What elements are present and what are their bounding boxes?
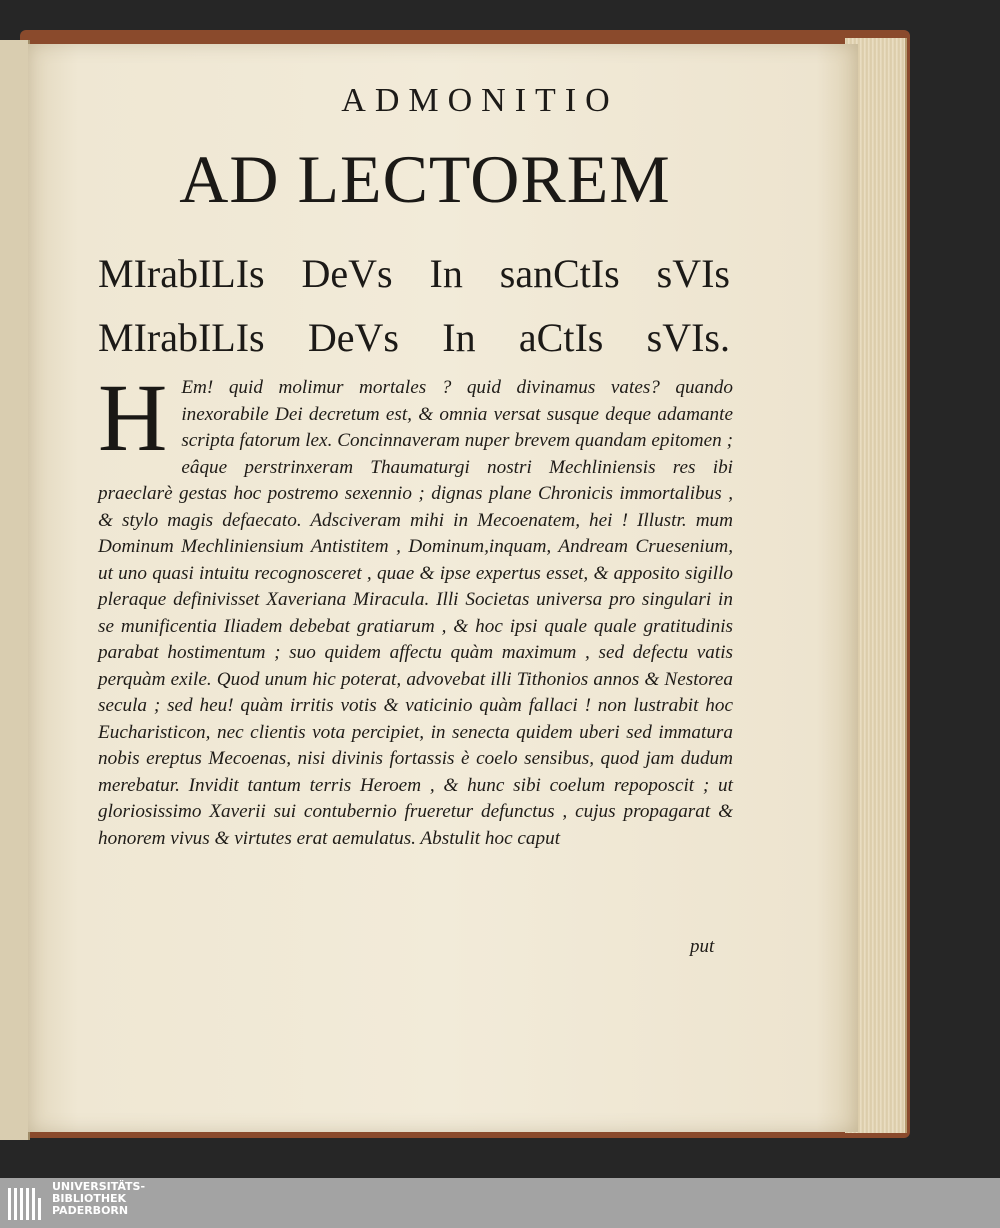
chronogram-word: MIrabILIs <box>98 251 265 296</box>
chronogram-word: sanCtIs <box>499 251 620 296</box>
chronogram-word: aCtIs <box>518 315 604 360</box>
chronogram-word: MIrabILIs <box>98 315 265 360</box>
library-name <box>52 1181 145 1217</box>
facing-page-edge <box>0 40 30 1140</box>
chronogram-word: DeVs <box>307 315 399 360</box>
body-text <box>98 364 733 852</box>
chronogram-word: sVIs <box>656 251 730 296</box>
chronogram-word: In <box>442 315 476 360</box>
library-name-line: PADERBORN <box>52 1204 129 1217</box>
chronogram-word: In <box>429 251 463 296</box>
catchword: put <box>690 936 715 957</box>
university-library-logo-icon <box>6 1184 46 1224</box>
heading-ad-lectorem: AD LECTOREM <box>179 141 671 217</box>
drop-cap: H <box>98 364 168 471</box>
chronogram-line-2 <box>98 314 730 361</box>
library-name-line: UNIVERSITÄTS- <box>52 1180 146 1193</box>
chronogram-word: sVIs. <box>646 315 730 360</box>
library-name-line: BIBLIOTHEK <box>52 1192 127 1205</box>
heading-admonitio: ADMONITIO <box>341 82 619 119</box>
chronogram-line-1 <box>98 250 730 297</box>
body-paragraph: Em! quid molimur mortales ? quid divinamus vates? quando inexorabile Dei decretum est, & omnia versat susque deque adamante scripta fatorum lex. Concinnaveram nuper brevem quandam epitomen ; eâque perstrinxeram Thaumaturgi nostri Mechliniensis res ibi praeclarè gestas hoc postremo sexennio ; dignas plane Chronicis immortalibus , & stylo magis defaecato. Adsciveram mihi in Mecoenatem, hei ! Illustr. mum Dominum Mechliniensium Antistitem , Dominum,inquam, Andream Cruesenium, ut uno quasi intuitu recognosceret , quae & ipse expertus esset, & apposito sigillo pleraque definivisset Xaveriana Miracula. Illi Societas universa pro singulari in se munificentia Iliadem debebat gratiarum , & hoc ipsi quale quale gratitudinis parabat hostimentum ; suo quidem affectu quàm maximum , sed defectu vatis perquàm exile. Quod unum hic poterat, advovebat illi Tithonios annos & Nestorea secula ; sed heu! quàm irritis votis & vaticinio quàm fallaci ! non lustrabit hoc Eucharisticon, nec clientis vota percipiet, in senecta quidem uberi sed immatura nobis ereptus Mecoenas, nisi divinis fortassis è coelo sensibus, quod jam dudum merebatur. Invidit tantum terris Heroem , & hunc sibi coelum repoposcit ; ut gloriosissimo Xaverii sui contubernio frueretur defunctus , cujus propagarat & honorem vivus & virtutes erat aemulatus. Abstulit hoc caput <box>98 377 733 849</box>
chronogram-word: DeVs <box>301 251 393 296</box>
footer-bar <box>0 1178 1000 1228</box>
